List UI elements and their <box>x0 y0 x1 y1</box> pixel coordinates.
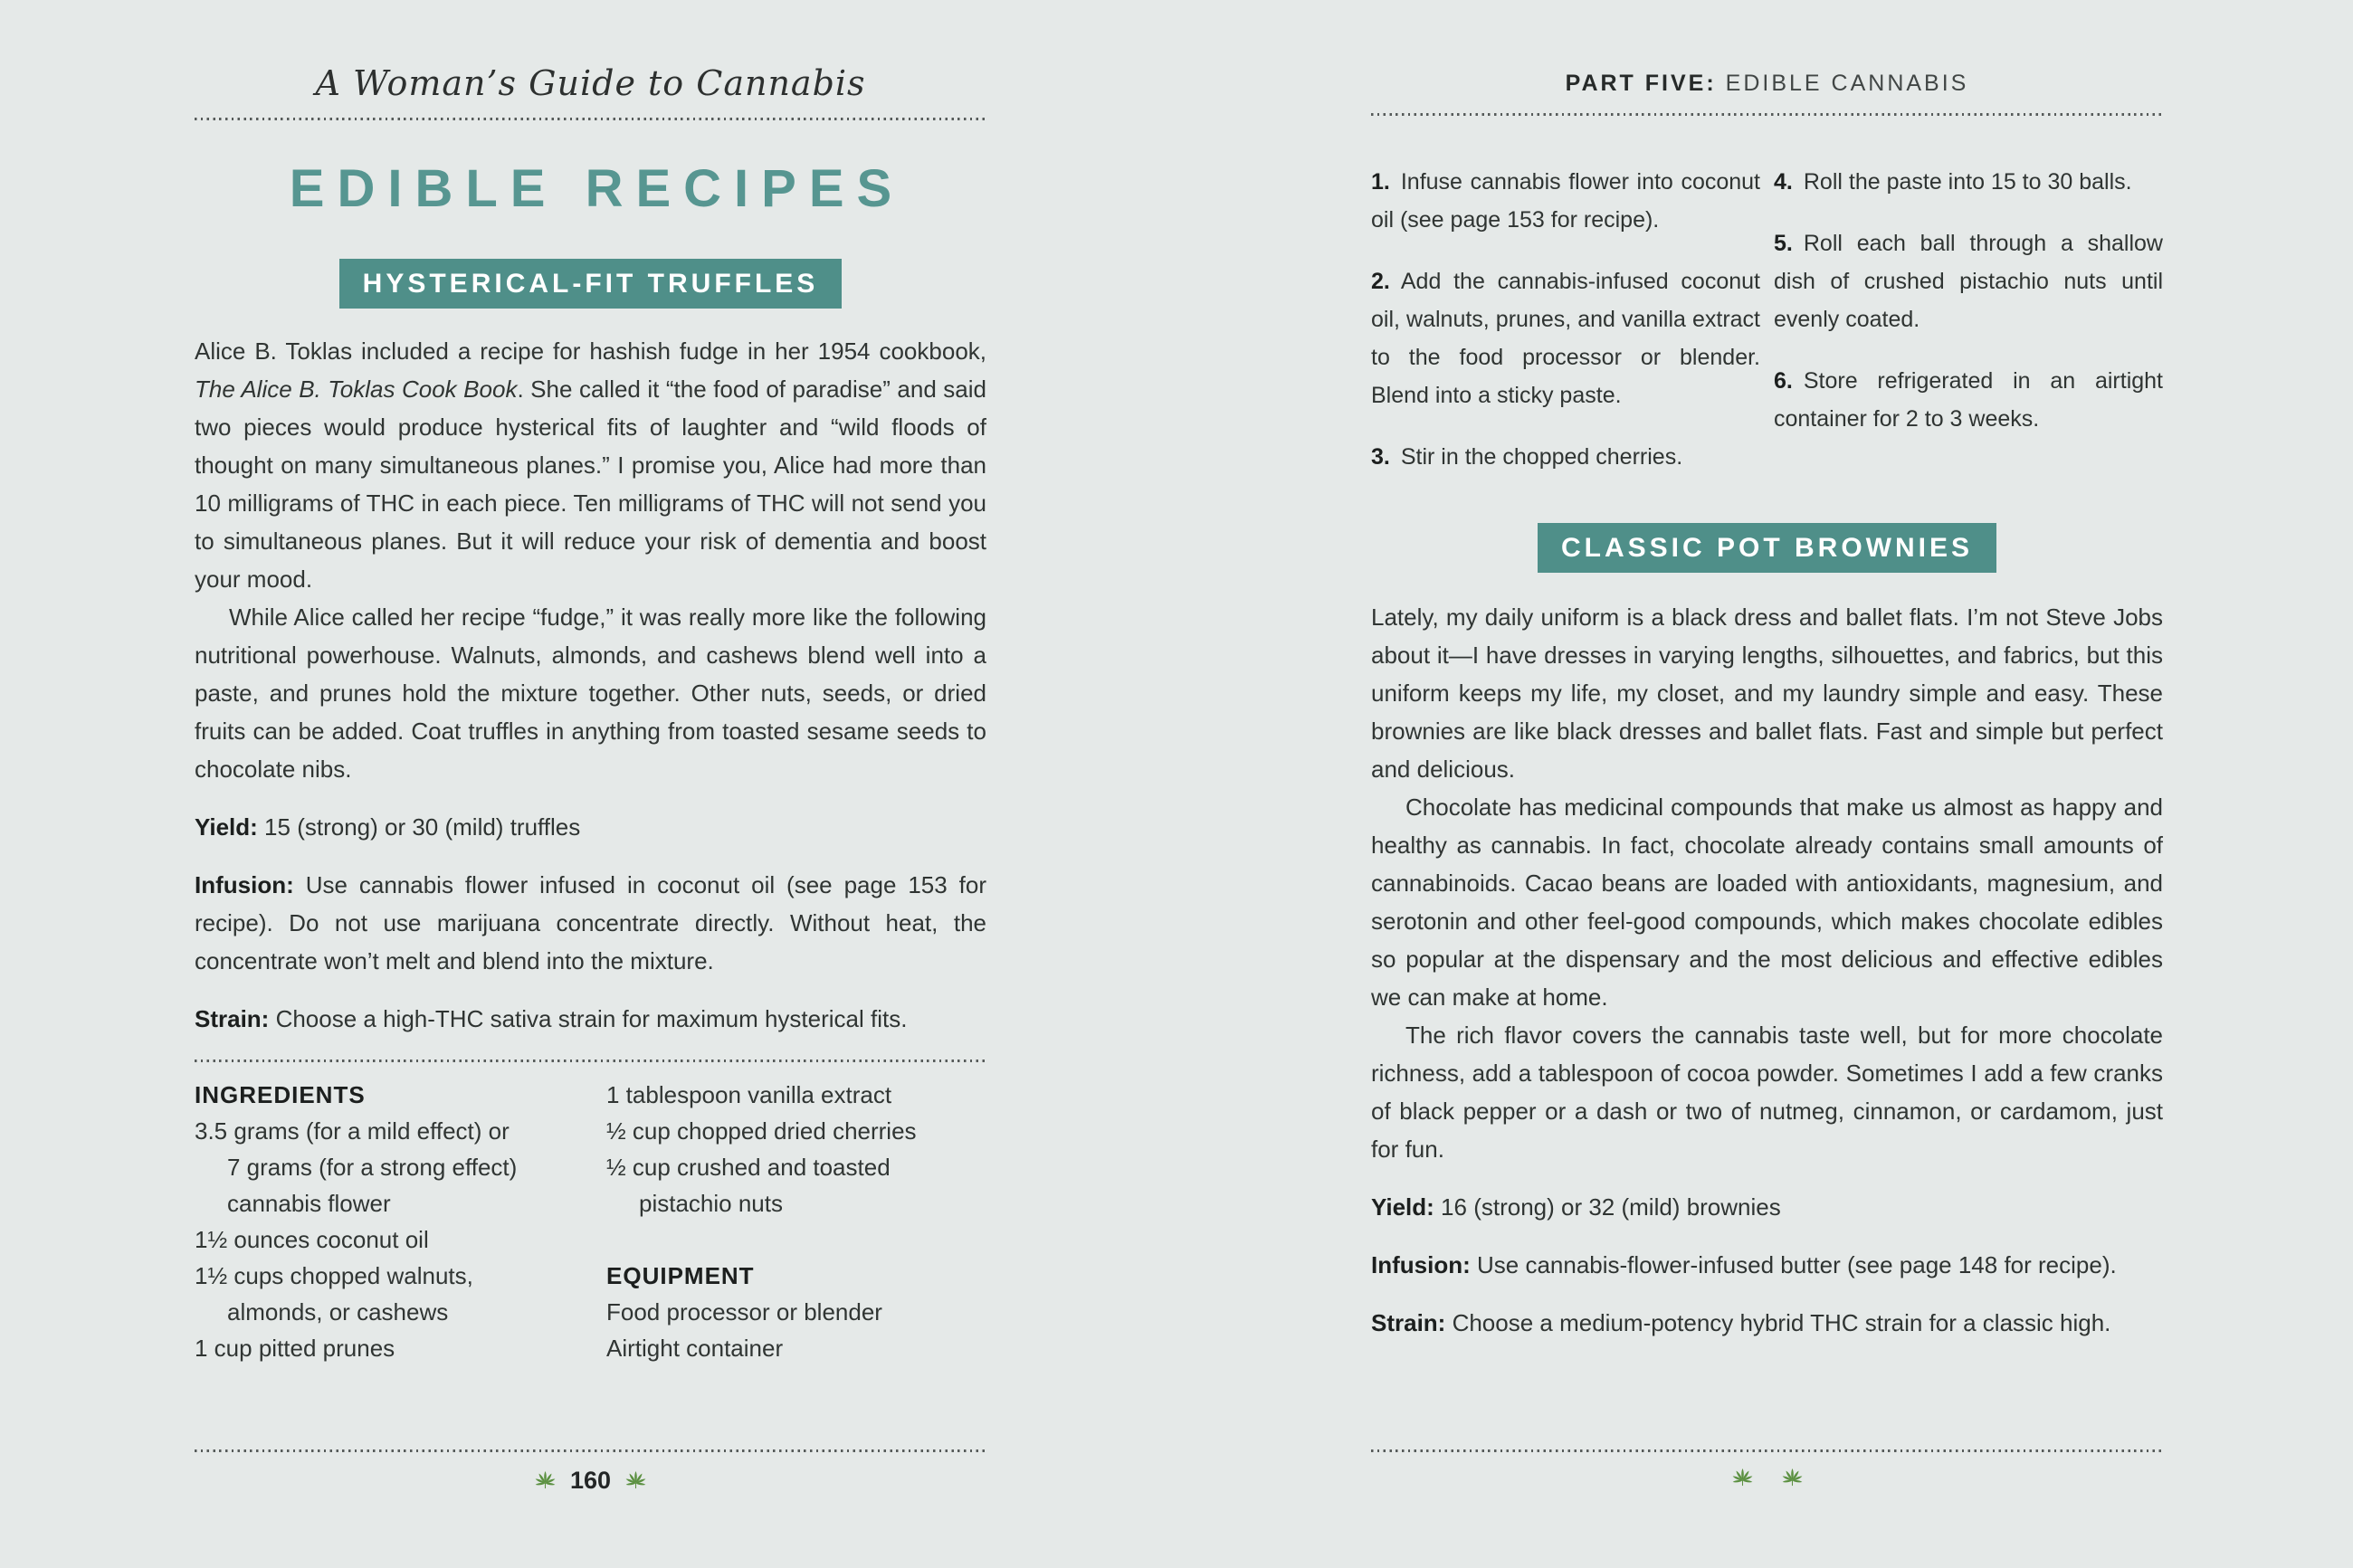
ingredient-line: 7 grams (for a strong effect) <box>227 1154 518 1181</box>
page-number: 160 <box>569 1467 612 1494</box>
recipe-intro <box>195 332 986 788</box>
page-left <box>195 0 986 1568</box>
running-head-part-label: PART FIVE: <box>1565 71 1717 96</box>
step-text: Roll the paste into 15 to 30 balls. <box>1803 169 2132 195</box>
ingredients-heading: INGREDIENTS <box>195 1081 366 1108</box>
ingredients-divider-rule <box>195 1060 986 1062</box>
strain-row <box>195 1000 986 1038</box>
step-text: Store refrigerated in an airtight container for 2 to 3 weeks. <box>1774 368 2163 432</box>
ingredient-line: ½ cup crushed and toasted <box>606 1154 891 1181</box>
equipment-line: Food processor or blender <box>606 1298 882 1326</box>
running-head-left: A Woman’s Guide to Cannabis <box>315 63 866 103</box>
ingredient-line: pistachio nuts <box>639 1190 783 1217</box>
running-head-right <box>1371 0 2163 97</box>
running-head-rule-left <box>195 118 986 120</box>
recipe-heading-row <box>195 259 986 309</box>
equipment-line: Airtight container <box>606 1335 784 1362</box>
recipe-step <box>1371 262 1760 414</box>
step-text: Roll each ball through a shallow dish of crushed pistachio nuts until evenly coated. <box>1774 231 2163 332</box>
running-head-rule-right <box>1371 113 2163 116</box>
step-number: 6. <box>1774 368 1793 394</box>
yield-row <box>1371 1188 2163 1226</box>
strain-label: Strain: <box>195 1005 270 1032</box>
page-number-row-left <box>195 1467 986 1495</box>
yield-label: Yield: <box>195 813 258 841</box>
page-number-row-right <box>1371 1467 2163 1489</box>
footer-rule-right <box>1371 1449 2163 1452</box>
step-number: 4. <box>1774 169 1793 195</box>
paragraph-text: . She called it “the food of paradise” and said two pieces would produce hysterical fits of laughter and “wild floods of thought on many simultaneous planes.” I promise you, Alice had more than 10 milligrams of THC in each piece. Ten milligrams of THC will not send you to simultaneous planes. But it will reduce your risk of dementia and boost your mood. <box>195 375 986 593</box>
page-title: EDIBLE RECIPES <box>289 159 905 218</box>
recipe-step <box>1371 163 1760 239</box>
step-number: 3. <box>1371 444 1390 470</box>
recipe-intro <box>1371 598 2163 1168</box>
paragraph-text: Alice B. Toklas included a recipe for hashish fudge in her 1954 cookbook, <box>195 337 986 365</box>
body-paragraph: While Alice called her recipe “fudge,” it was really more like the following nutritional powerhouse. Walnuts, almonds, and cashews blend well into a paste, and prunes hold the mixture together. Other nuts, seeds, or dried fruits can be added. Coat truffles in anything from toasted sesame seeds to chocolate nibs. <box>195 603 986 783</box>
step-number: 2. <box>1371 269 1390 294</box>
yield-row <box>195 808 986 846</box>
ingredients-section <box>195 1077 986 1366</box>
body-paragraph <box>195 332 986 598</box>
ingredient-line: almonds, or cashews <box>227 1298 449 1326</box>
step-text: Infuse cannabis flower into coconut oil (see page 153 for recipe). <box>1371 169 1760 233</box>
body-paragraph: Chocolate has medicinal compounds that make us almost as happy and healthy as cannabis. In fact, chocolate already contains small amounts of cannabinoids. Cacao beans are loaded with antioxidants, magnesium, and serotonin and other feel-good compounds, which makes chocolate edibles so popular at the dispensary and the most delicious and effective edibles we can make at home. <box>1371 794 2163 1011</box>
ingredient-line: cannabis flower <box>227 1190 391 1217</box>
infusion-row <box>1371 1246 2163 1284</box>
ingredient-line: 1½ ounces coconut oil <box>195 1226 429 1253</box>
page-right <box>1371 0 2163 1568</box>
book-title-italic: The Alice B. Toklas Cook Book <box>195 375 518 403</box>
page-footer-right <box>1371 1449 2163 1489</box>
ingredient-line: ½ cup chopped dried cherries <box>606 1117 917 1145</box>
recipe-step <box>1371 438 1760 476</box>
strain-value: Choose a medium-potency hybrid THC strain for a classic high. <box>1445 1309 2111 1336</box>
step-number: 5. <box>1774 231 1793 256</box>
strain-value: Choose a high-THC sativa strain for maximum hysterical fits. <box>269 1005 908 1032</box>
footer-rule-left <box>195 1449 986 1452</box>
equipment-heading: EQUIPMENT <box>606 1262 755 1289</box>
body-paragraph: The rich flavor covers the cannabis taste well, but for more chocolate richness, add a tablespoon of cocoa powder. Sometimes I add a few cranks of black pepper or a dash or two of nutmeg, cinnamon, or cardamom, just for fun. <box>1371 1022 2163 1163</box>
ingredient-line: 1 tablespoon vanilla extract <box>606 1081 892 1108</box>
infusion-value: Use cannabis flower infused in coconut oil (see page 153 for recipe). Do not use marijuana concentrate directly. Without heat, the concentrate won’t melt and blend into the mixture. <box>195 871 986 974</box>
cannabis-leaf-icon <box>535 1469 556 1492</box>
infusion-value: Use cannabis-flower-infused butter (see page 148 for recipe). <box>1470 1251 2117 1278</box>
ingredient-line: 1½ cups chopped walnuts, <box>195 1262 473 1289</box>
cannabis-leaf-icon <box>1782 1467 1803 1489</box>
recipe-heading-badge-truffles: HYSTERICAL-FIT TRUFFLES <box>339 259 843 309</box>
recipe-heading-badge-brownies: CLASSIC POT BROWNIES <box>1538 523 1996 573</box>
ingredients-column-2 <box>606 1077 986 1366</box>
ingredient-line: 3.5 grams (for a mild effect) or <box>195 1117 510 1145</box>
yield-label: Yield: <box>1371 1193 1434 1221</box>
recipe-steps <box>1371 163 2163 499</box>
recipe-heading-row <box>1371 523 2163 573</box>
page-footer-left <box>195 1449 986 1495</box>
step-text: Stir in the chopped cherries. <box>1400 444 1683 470</box>
steps-column-2 <box>1774 163 2163 499</box>
yield-value: 16 (strong) or 32 (mild) brownies <box>1434 1193 1781 1221</box>
cannabis-leaf-icon <box>1732 1467 1753 1489</box>
step-number: 1. <box>1371 169 1390 195</box>
strain-label: Strain: <box>1371 1309 1446 1336</box>
infusion-row <box>195 866 986 980</box>
infusion-label: Infusion: <box>195 871 294 898</box>
body-paragraph: Lately, my daily uniform is a black dress and ballet flats. I’m not Steve Jobs about it—I have dresses in varying lengths, silhouettes, and fabrics, but this uniform keeps my life, my closet, and my laundry simple and easy. These brownies are like black dresses and ballet flats. Fast and simple but perfect and delicious. <box>1371 603 2163 783</box>
recipe-step <box>1774 224 2163 338</box>
ingredients-column-1 <box>195 1077 606 1366</box>
infusion-label: Infusion: <box>1371 1251 1471 1278</box>
step-text: Add the cannabis-infused coconut oil, walnuts, prunes, and vanilla extract to the food processor or blender. Blend into a sticky paste. <box>1371 269 1760 408</box>
steps-column-1 <box>1371 163 1760 499</box>
yield-value: 15 (strong) or 30 (mild) truffles <box>257 813 581 841</box>
cannabis-leaf-icon <box>625 1469 646 1492</box>
ingredient-line: 1 cup pitted prunes <box>195 1335 395 1362</box>
running-head-part-title: EDIBLE CANNABIS <box>1725 71 1969 96</box>
recipe-step <box>1774 163 2163 201</box>
recipe-step <box>1774 362 2163 438</box>
strain-row <box>1371 1304 2163 1342</box>
